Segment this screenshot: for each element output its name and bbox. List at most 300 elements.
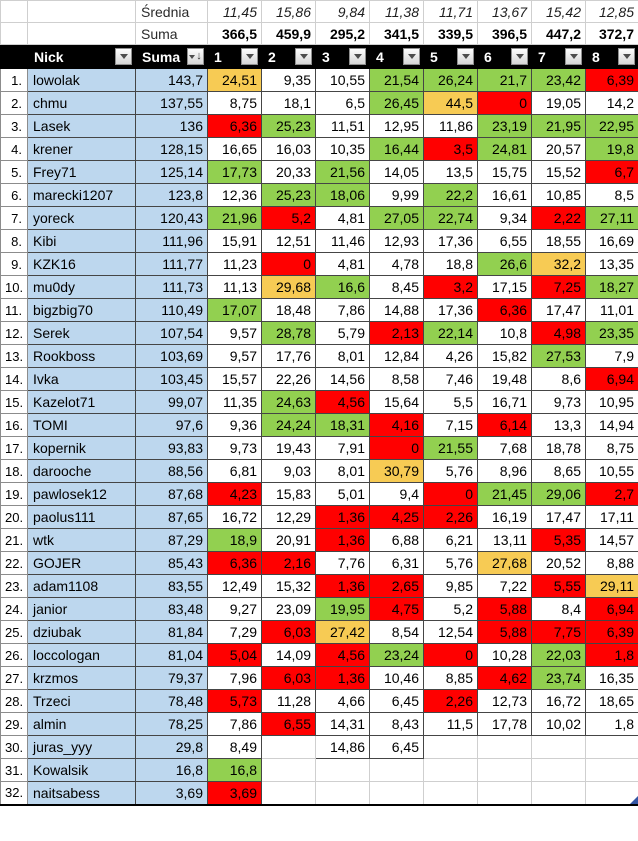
score-cell: 23,09 — [262, 598, 316, 621]
score-cell — [586, 736, 638, 759]
score-cell: 5,2 — [262, 207, 316, 230]
round-5-filter-button[interactable] — [457, 48, 474, 65]
nick-cell: Serek — [28, 322, 136, 345]
average-value-round-2: 15,86 — [262, 1, 316, 23]
score-cell: 8,54 — [370, 621, 424, 644]
score-cell: 4,26 — [424, 345, 478, 368]
nick-cell: Kowalsik — [28, 759, 136, 782]
score-cell: 18,1 — [262, 92, 316, 115]
score-cell: 6,39 — [586, 621, 638, 644]
score-cell: 9,73 — [532, 391, 586, 414]
score-cell: 27,42 — [316, 621, 370, 644]
score-cell: 8,85 — [424, 667, 478, 690]
score-cell: 22,2 — [424, 184, 478, 207]
suma-cell: 103,69 — [136, 345, 208, 368]
score-cell: 18,48 — [262, 299, 316, 322]
score-cell: 9,57 — [208, 345, 262, 368]
score-cell — [370, 782, 424, 805]
suma-header-label: Suma — [142, 48, 181, 65]
nick-cell: darooche — [28, 460, 136, 483]
score-cell: 2,13 — [370, 322, 424, 345]
score-cell: 16,19 — [478, 506, 532, 529]
score-cell: 24,81 — [478, 138, 532, 161]
score-cell — [478, 782, 532, 805]
score-cell: 4,16 — [370, 414, 424, 437]
rank-cell: 18. — [1, 460, 28, 483]
score-cell: 8,5 — [586, 184, 638, 207]
rank-cell: 9. — [1, 253, 28, 276]
header-round-8 — [586, 45, 638, 69]
score-cell: 9,27 — [208, 598, 262, 621]
score-cell: 12,51 — [262, 230, 316, 253]
table-row — [1, 299, 638, 322]
score-cell: 11,35 — [208, 391, 262, 414]
score-cell: 15,32 — [262, 575, 316, 598]
score-cell: 14,05 — [370, 161, 424, 184]
score-cell: 20,91 — [262, 529, 316, 552]
score-cell — [262, 736, 316, 759]
score-cell: 4,81 — [316, 207, 370, 230]
nick-cell: almin — [28, 713, 136, 736]
score-cell: 2,7 — [586, 483, 638, 506]
suma-cell: 87,68 — [136, 483, 208, 506]
score-cell: 21,7 — [478, 69, 532, 92]
score-cell: 19,95 — [316, 598, 370, 621]
nick-cell: wtk — [28, 529, 136, 552]
table-row — [1, 460, 638, 483]
score-cell — [532, 736, 586, 759]
score-cell: 18,65 — [586, 690, 638, 713]
table-row — [1, 276, 638, 299]
score-cell: 15,64 — [370, 391, 424, 414]
sum-value-round-8: 372,7 — [586, 23, 638, 45]
corner-empty-cell — [1, 1, 28, 23]
score-cell: 9,57 — [208, 322, 262, 345]
rank-cell: 6. — [1, 184, 28, 207]
table-row — [1, 138, 638, 161]
score-cell: 5,01 — [316, 483, 370, 506]
sum-value-round-7: 447,2 — [532, 23, 586, 45]
score-cell — [424, 736, 478, 759]
nick-cell: paolus111 — [28, 506, 136, 529]
table-row — [1, 506, 638, 529]
score-cell: 18,31 — [316, 414, 370, 437]
score-cell: 18,55 — [532, 230, 586, 253]
score-cell — [316, 759, 370, 782]
suma-cell: 16,8 — [136, 759, 208, 782]
score-cell: 16,72 — [532, 690, 586, 713]
score-cell: 21,54 — [370, 69, 424, 92]
score-cell: 6,94 — [586, 598, 638, 621]
score-cell: 18,06 — [316, 184, 370, 207]
score-cell: 17,07 — [208, 299, 262, 322]
score-cell: 6,36 — [478, 299, 532, 322]
score-cell: 11,13 — [208, 276, 262, 299]
table-row — [1, 759, 638, 782]
nick-cell: kopernik — [28, 437, 136, 460]
score-cell: 27,53 — [532, 345, 586, 368]
filter-dropdown-icon — [623, 54, 631, 59]
score-cell: 3,2 — [424, 276, 478, 299]
suma-cell: 120,43 — [136, 207, 208, 230]
score-cell: 3,69 — [208, 782, 262, 805]
table-row — [1, 368, 638, 391]
round-8-filter-button[interactable] — [618, 48, 635, 65]
score-cell: 20,52 — [532, 552, 586, 575]
score-cell: 44,5 — [424, 92, 478, 115]
table-row — [1, 253, 638, 276]
score-cell: 19,48 — [478, 368, 532, 391]
rank-cell: 17. — [1, 437, 28, 460]
score-cell — [370, 759, 424, 782]
average-value-round-4: 11,38 — [370, 1, 424, 23]
score-cell: 13,11 — [478, 529, 532, 552]
nick-cell: loccologan — [28, 644, 136, 667]
suma-cell: 99,07 — [136, 391, 208, 414]
score-cell: 25,23 — [262, 184, 316, 207]
sum-label: Suma — [136, 23, 208, 45]
score-cell: 7,68 — [478, 437, 532, 460]
rank-cell: 10. — [1, 276, 28, 299]
score-cell: 14,56 — [316, 368, 370, 391]
suma-cell: 110,49 — [136, 299, 208, 322]
rank-cell: 26. — [1, 644, 28, 667]
score-cell: 16,72 — [208, 506, 262, 529]
score-cell: 8,49 — [208, 736, 262, 759]
score-cell: 5,35 — [532, 529, 586, 552]
score-cell: 23,74 — [532, 667, 586, 690]
suma-cell: 78,25 — [136, 713, 208, 736]
sum-value-round-1: 366,5 — [208, 23, 262, 45]
rank-cell: 20. — [1, 506, 28, 529]
score-cell: 14,94 — [586, 414, 638, 437]
table-row — [1, 161, 638, 184]
score-cell: 8,65 — [532, 460, 586, 483]
score-cell: 23,24 — [370, 644, 424, 667]
score-cell: 1,8 — [586, 713, 638, 736]
table-row — [1, 414, 638, 437]
suma-cell: 125,14 — [136, 161, 208, 184]
score-cell — [478, 759, 532, 782]
suma-cell: 93,83 — [136, 437, 208, 460]
score-cell: 8,75 — [586, 437, 638, 460]
average-value-round-3: 9,84 — [316, 1, 370, 23]
score-cell: 6,45 — [370, 736, 424, 759]
average-value-round-7: 15,42 — [532, 1, 586, 23]
score-cell: 6,03 — [262, 621, 316, 644]
rank-cell: 28. — [1, 690, 28, 713]
nick-cell: juras_yyy — [28, 736, 136, 759]
score-cell: 18,9 — [208, 529, 262, 552]
suma-cell: 97,6 — [136, 414, 208, 437]
nick-cell: Lasek — [28, 115, 136, 138]
score-cell: 9,99 — [370, 184, 424, 207]
rank-cell: 11. — [1, 299, 28, 322]
table-row — [1, 552, 638, 575]
score-cell: 12,36 — [208, 184, 262, 207]
score-cell: 7,29 — [208, 621, 262, 644]
score-cell: 21,45 — [478, 483, 532, 506]
score-cell: 16,65 — [208, 138, 262, 161]
table-row — [1, 322, 638, 345]
nick-cell: adam1108 — [28, 575, 136, 598]
rank-cell: 30. — [1, 736, 28, 759]
score-cell: 12,93 — [370, 230, 424, 253]
round-6-filter-button[interactable] — [511, 48, 528, 65]
round-4-filter-button[interactable] — [403, 48, 420, 65]
table-row — [1, 529, 638, 552]
score-cell: 5,76 — [424, 552, 478, 575]
nick-header-label: Nick — [34, 48, 64, 65]
score-cell: 16,8 — [208, 759, 262, 782]
score-cell: 0 — [478, 92, 532, 115]
filter-dropdown-icon — [300, 54, 308, 59]
score-cell: 9,85 — [424, 575, 478, 598]
rank-cell: 3. — [1, 115, 28, 138]
round-header-label: 1 — [214, 48, 222, 65]
nick-cell: yoreck — [28, 207, 136, 230]
score-cell: 17,47 — [532, 506, 586, 529]
suma-cell: 83,48 — [136, 598, 208, 621]
nick-filter-button[interactable] — [115, 48, 132, 65]
nick-cell: Ivka — [28, 368, 136, 391]
score-cell: 10,95 — [586, 391, 638, 414]
score-cell: 7,76 — [316, 552, 370, 575]
table-row — [1, 207, 638, 230]
nick-cell: Kibi — [28, 230, 136, 253]
average-value-round-8: 12,85 — [586, 1, 638, 23]
score-cell: 22,14 — [424, 322, 478, 345]
suma-filter-sort-button[interactable] — [187, 48, 204, 65]
score-cell: 14,31 — [316, 713, 370, 736]
score-cell: 10,46 — [370, 667, 424, 690]
rank-cell: 4. — [1, 138, 28, 161]
score-cell: 1,36 — [316, 506, 370, 529]
score-cell: 16,44 — [370, 138, 424, 161]
rank-cell: 27. — [1, 667, 28, 690]
score-cell: 5,2 — [424, 598, 478, 621]
average-value-round-5: 11,71 — [424, 1, 478, 23]
sum-value-round-4: 341,5 — [370, 23, 424, 45]
score-cell: 23,19 — [478, 115, 532, 138]
score-cell: 29,68 — [262, 276, 316, 299]
score-cell: 5,73 — [208, 690, 262, 713]
header-round-5 — [424, 45, 478, 69]
score-cell: 4,56 — [316, 391, 370, 414]
score-cell: 19,05 — [532, 92, 586, 115]
score-cell: 26,6 — [478, 253, 532, 276]
score-cell: 6,45 — [370, 690, 424, 713]
score-cell: 24,63 — [262, 391, 316, 414]
suma-cell: 83,55 — [136, 575, 208, 598]
score-cell: 10,8 — [478, 322, 532, 345]
score-cell: 7,46 — [424, 368, 478, 391]
suma-cell: 79,37 — [136, 667, 208, 690]
score-cell: 6,31 — [370, 552, 424, 575]
rank-cell: 7. — [1, 207, 28, 230]
score-cell: 14,88 — [370, 299, 424, 322]
score-cell: 17,73 — [208, 161, 262, 184]
score-cell: 10,02 — [532, 713, 586, 736]
header-round-4 — [370, 45, 424, 69]
score-cell: 13,35 — [586, 253, 638, 276]
score-cell: 7,9 — [586, 345, 638, 368]
score-cell: 21,96 — [208, 207, 262, 230]
rank-cell: 8. — [1, 230, 28, 253]
score-cell — [262, 782, 316, 805]
score-cell: 12,49 — [208, 575, 262, 598]
score-cell: 5,55 — [532, 575, 586, 598]
rank-cell: 29. — [1, 713, 28, 736]
nick-cell: Trzeci — [28, 690, 136, 713]
rank-cell: 5. — [1, 161, 28, 184]
score-cell: 7,25 — [532, 276, 586, 299]
score-cell: 7,22 — [478, 575, 532, 598]
header-nick — [28, 45, 136, 69]
round-header-label: 7 — [538, 48, 546, 65]
table-row — [1, 345, 638, 368]
nick-cell: mu0dy — [28, 276, 136, 299]
score-cell: 28,78 — [262, 322, 316, 345]
average-value-round-6: 13,67 — [478, 1, 532, 23]
score-cell: 6,36 — [208, 115, 262, 138]
header-round-1 — [208, 45, 262, 69]
score-cell: 11,86 — [424, 115, 478, 138]
score-cell: 16,03 — [262, 138, 316, 161]
nick-cell: naitsabess — [28, 782, 136, 805]
score-cell: 27,11 — [586, 207, 638, 230]
score-cell: 17,36 — [424, 299, 478, 322]
score-cell — [424, 782, 478, 805]
round-1-filter-button[interactable] — [241, 48, 258, 65]
score-cell — [532, 759, 586, 782]
table-row — [1, 667, 638, 690]
sum-value-round-3: 295,2 — [316, 23, 370, 45]
score-cell: 20,57 — [532, 138, 586, 161]
header-rank-spacer — [1, 45, 28, 69]
filter-header-row — [1, 45, 638, 69]
score-cell: 4,56 — [316, 644, 370, 667]
score-cell: 15,83 — [262, 483, 316, 506]
score-cell: 8,58 — [370, 368, 424, 391]
score-cell: 9,36 — [208, 414, 262, 437]
score-cell: 32,2 — [532, 253, 586, 276]
score-cell: 0 — [424, 483, 478, 506]
header-suma — [136, 45, 208, 69]
score-cell: 4,23 — [208, 483, 262, 506]
nick-cell: krzmos — [28, 667, 136, 690]
score-cell: 2,65 — [370, 575, 424, 598]
score-cell: 12,29 — [262, 506, 316, 529]
suma-cell: 88,56 — [136, 460, 208, 483]
score-cell: 10,85 — [532, 184, 586, 207]
score-cell: 5,5 — [424, 391, 478, 414]
score-cell: 8,88 — [586, 552, 638, 575]
nick-cell: Frey71 — [28, 161, 136, 184]
score-cell: 21,95 — [532, 115, 586, 138]
table-row — [1, 690, 638, 713]
score-cell: 1,36 — [316, 529, 370, 552]
score-cell: 17,11 — [586, 506, 638, 529]
score-cell: 5,79 — [316, 322, 370, 345]
score-cell: 4,62 — [478, 667, 532, 690]
rank-cell: 24. — [1, 598, 28, 621]
score-cell: 8,01 — [316, 460, 370, 483]
score-cell: 15,57 — [208, 368, 262, 391]
round-3-filter-button[interactable] — [349, 48, 366, 65]
sort-descending-icon: ↓ — [196, 50, 202, 62]
score-cell: 23,35 — [586, 322, 638, 345]
rank-cell: 23. — [1, 575, 28, 598]
score-cell: 17,76 — [262, 345, 316, 368]
filter-dropdown-icon — [516, 54, 524, 59]
score-cell: 4,25 — [370, 506, 424, 529]
score-cell: 29,11 — [586, 575, 638, 598]
average-label: Średnia — [136, 1, 208, 23]
score-cell: 2,26 — [424, 506, 478, 529]
score-cell: 13,5 — [424, 161, 478, 184]
rank-cell: 16. — [1, 414, 28, 437]
rank-cell: 1. — [1, 69, 28, 92]
header-round-3 — [316, 45, 370, 69]
score-cell — [532, 782, 586, 805]
score-cell: 2,16 — [262, 552, 316, 575]
round-header-label: 8 — [592, 48, 600, 65]
column-sum-row — [1, 23, 638, 45]
header-round-7 — [532, 45, 586, 69]
nick-cell: TOMI — [28, 414, 136, 437]
score-cell: 19,43 — [262, 437, 316, 460]
suma-cell: 136 — [136, 115, 208, 138]
score-cell: 7,86 — [316, 299, 370, 322]
score-cell — [478, 736, 532, 759]
suma-cell: 111,73 — [136, 276, 208, 299]
rank-cell: 31. — [1, 759, 28, 782]
nick-cell: bigzbig70 — [28, 299, 136, 322]
score-cell: 25,23 — [262, 115, 316, 138]
suma-cell: 87,65 — [136, 506, 208, 529]
score-cell: 8,6 — [532, 368, 586, 391]
score-cell: 11,51 — [316, 115, 370, 138]
table-row — [1, 644, 638, 667]
score-cell: 8,01 — [316, 345, 370, 368]
table-row — [1, 598, 638, 621]
score-cell: 17,15 — [478, 276, 532, 299]
score-cell: 13,3 — [532, 414, 586, 437]
score-cell: 23,42 — [532, 69, 586, 92]
score-cell: 20,33 — [262, 161, 316, 184]
suma-cell: 81,84 — [136, 621, 208, 644]
empty-cell — [1, 23, 28, 45]
nick-cell: GOJER — [28, 552, 136, 575]
empty-cell — [28, 1, 136, 23]
round-2-filter-button[interactable] — [295, 48, 312, 65]
score-cell: 11,23 — [208, 253, 262, 276]
suma-cell: 111,96 — [136, 230, 208, 253]
score-cell: 11,28 — [262, 690, 316, 713]
filter-dropdown-icon — [246, 54, 254, 59]
score-cell: 27,05 — [370, 207, 424, 230]
score-cell: 17,47 — [532, 299, 586, 322]
nick-cell: Kazelot71 — [28, 391, 136, 414]
round-7-filter-button[interactable] — [565, 48, 582, 65]
nick-cell: Rookboss — [28, 345, 136, 368]
score-cell: 19,8 — [586, 138, 638, 161]
score-cell: 7,96 — [208, 667, 262, 690]
suma-cell: 78,48 — [136, 690, 208, 713]
score-cell: 27,68 — [478, 552, 532, 575]
filter-dropdown-icon — [189, 55, 195, 59]
